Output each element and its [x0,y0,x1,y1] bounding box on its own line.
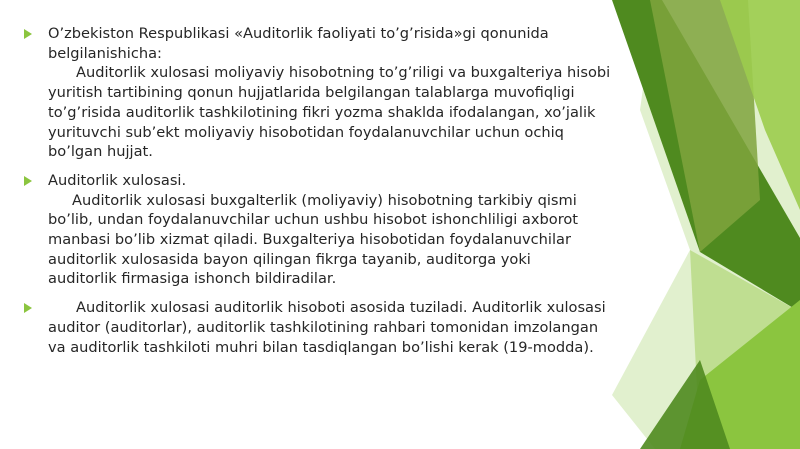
bullet-item-definition [24,24,704,162]
bullet-item-auditor-conclusion [24,171,704,289]
text-line: bo’lib, undan foydalanuvchilar uchun ushbu hisobot ishonchliligi axborot [48,211,579,229]
text-line: yuritish tartibining qonun hujjatlarida belgilangan talablarga muvofiqligi [48,84,575,102]
bullet-item-signature [24,298,704,357]
triangle-bullet-icon [24,29,32,39]
text-line: auditorlik firmasiga ishonch bildiradilar. [48,270,337,288]
text-line: Auditorlik xulosasi. [48,171,187,189]
text-line: to’g’risida auditorlik tashkilotining fikri yozma shaklda ifodalangan, xo’jalik [48,103,596,121]
text-line: bo’lgan hujjat. [48,143,153,161]
text-line: belgilanishicha: [48,44,162,62]
text-line: auditor (auditorlar), auditorlik tashkilotining rahbari tomonidan imzolangan [48,318,599,336]
bullet-list [24,24,704,366]
text-line: yurituvchi sub’ekt moliyaviy hisobotidan foydalanuvchilar uchun ochiq [48,123,564,141]
text-line: auditorlik xulosasida bayon qilingan fikrga tayanib, auditorga yoki [48,250,531,268]
text-line: Auditorlik xulosasi buxgalterlik (moliyaviy) hisobotning tarkibiy qismi [72,191,577,209]
triangle-bullet-icon [24,303,32,313]
text-line: va auditorlik tashkiloti muhri bilan tasdiqlangan bo’lishi kerak (19-modda). [48,338,594,356]
triangle-bullet-icon [24,176,32,186]
text-line: O’zbekiston Respublikasi «Auditorlik faoliyati to’g’risida»gi qonunida [48,25,549,42]
text-line: manbasi bo’lib xizmat qiladi. Buxgalteriya hisobotidan foydalanuvchilar [48,231,571,249]
text-line: Auditorlik xulosasi auditorlik hisoboti asosida tuziladi. Auditorlik xulosasi [76,299,606,317]
text-line: Auditorlik xulosasi moliyaviy hisobotning to’g’riligi va buxgalteriya hisobi [76,64,611,82]
